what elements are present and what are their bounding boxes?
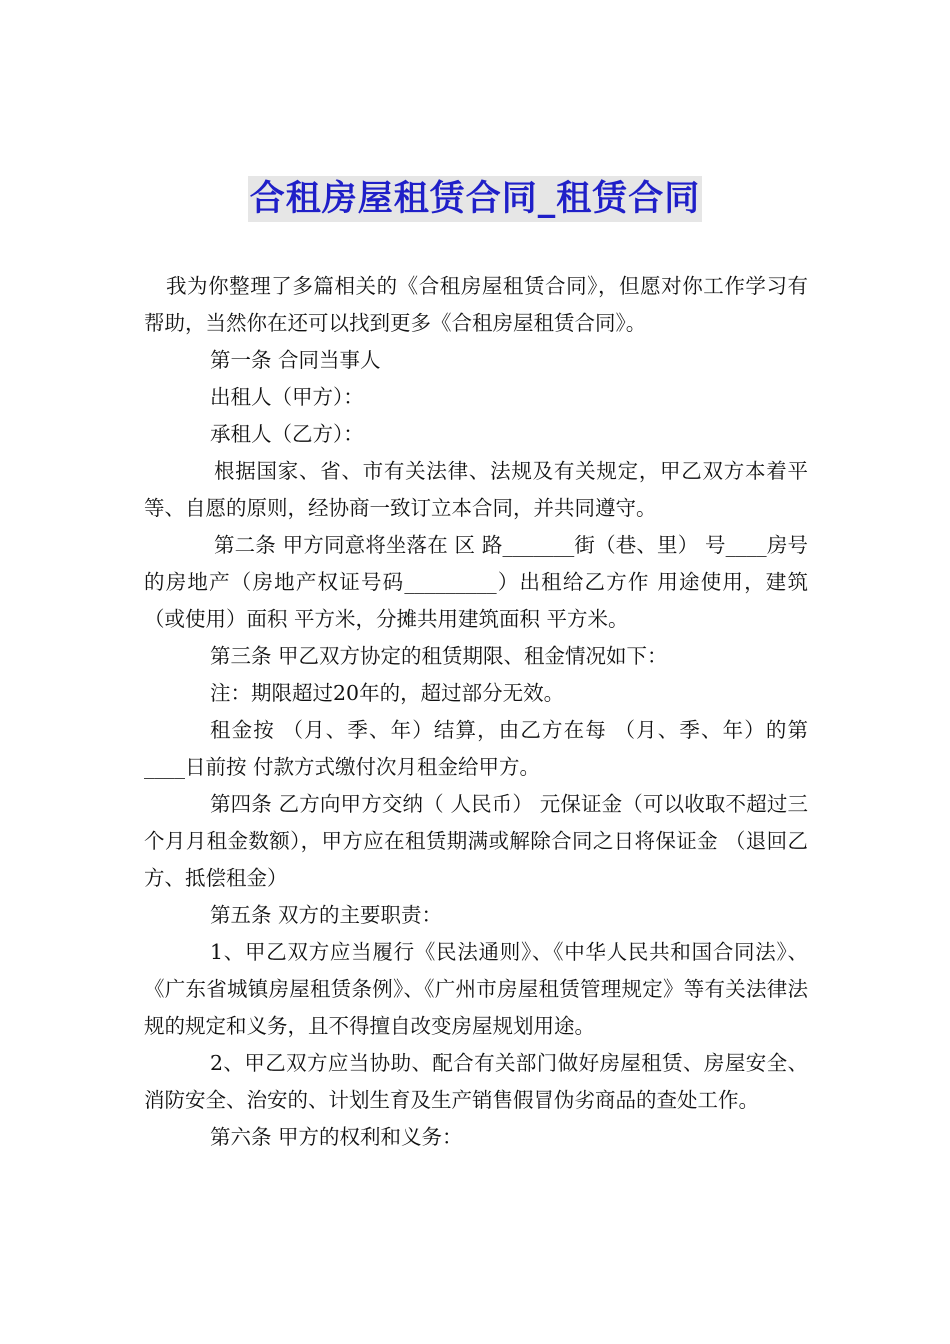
- document-body: [144, 268, 808, 1156]
- article-5-heading: 第五条 双方的主要职责：: [210, 903, 443, 927]
- title-container: [0, 176, 950, 222]
- intro-paragraph: 我为你整理了多篇相关的《合租房屋租赁合同》，但愿对你工作学习有帮助，当然你在还可以找到更多《合租房屋租赁合同》。: [144, 274, 808, 335]
- document-title: 合租房屋租赁合同_租赁合同: [248, 176, 703, 222]
- duty-2-paragraph: 2、甲乙双方应当协助、配合有关部门做好房屋租赁、房屋安全、消防安全、治安的、计划生育及生产销售假冒伪劣商品的查处工作。: [144, 1051, 808, 1112]
- article-1-heading: 第一条 合同当事人: [210, 348, 381, 372]
- article-4-paragraph: 第四条 乙方向甲方交纳（ 人民币） 元保证金（可以收取不超过三个月月租金数额），甲方应在租赁期满或解除合同之日将保证金 （退回乙方、抵偿租金）: [144, 792, 808, 890]
- basis-paragraph: 根据国家、省、市有关法律、法规及有关规定，甲乙双方本着平等、自愿的原则，经协商一致订立本合同，并共同遵守。: [144, 459, 808, 520]
- lessor-line: 出租人（甲方）：: [210, 385, 364, 409]
- rent-paragraph: 租金按 （月、季、年）结算，由乙方在每 （月、季、年）的第____日前按 付款方式缴付次月租金给甲方。: [144, 718, 808, 779]
- article-6-heading: 第六条 甲方的权利和义务：: [210, 1125, 463, 1149]
- lessee-line: 承租人（乙方）：: [210, 422, 364, 446]
- duty-1-paragraph: 1、甲乙双方应当履行《民法通则》、《中华人民共和国合同法》、《广东省城镇房屋租赁条例》、《广州市房屋租赁管理规定》等有关法律法规的规定和义务，且不得擅自改变房屋规划用途。: [144, 940, 808, 1038]
- article-2-paragraph: 第二条 甲方同意将坐落在 区 路_______街（巷、里） 号____房号的房地产（房地产权证号码_________）出租给乙方作 用途使用，建筑（或使用）面积 平方米，分摊共用建筑面积 平方米。: [144, 533, 808, 631]
- term-note: 注：期限超过20年的，超过部分无效。: [210, 681, 565, 705]
- article-3-heading: 第三条 甲乙双方协定的租赁期限、租金情况如下：: [210, 644, 668, 668]
